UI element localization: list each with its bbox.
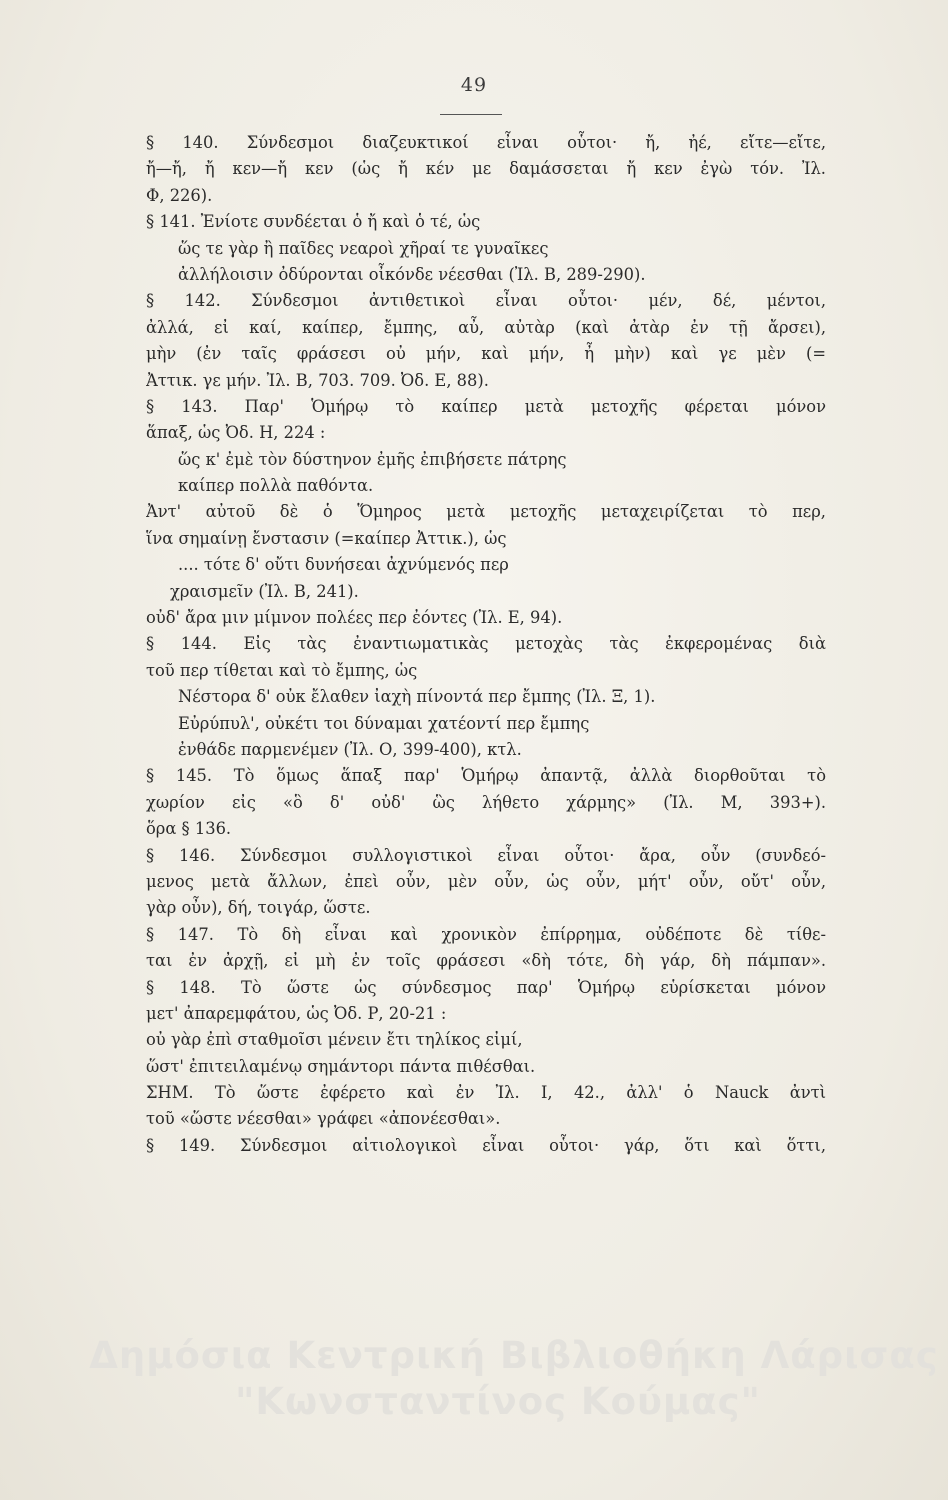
verse-line: χραισμεῖν (Ἰλ. Β, 241). — [170, 581, 359, 601]
text-line: ἤ—ἤ, ἤ κεν—ἤ κεν (ὡς ἤ κέν με δαμάσσεται ἤ κεν ἐγὼ τόν. Ἰλ. — [146, 159, 826, 179]
text-line: μετ' ἀπαρεμφάτου, ὡς Ὀδ. Ρ, 20-21 : — [146, 1003, 447, 1023]
text-line: § 145. Τὸ ὅμως ἅπαξ παρ' Ὁμήρῳ ἀπαντᾷ, ἀλλὰ διορθοῦται τὸ — [146, 766, 826, 786]
text-line: § 142. Σύνδεσμοι ἀντιθετικοὶ εἶναι οὗτοι· μέν, δέ, μέντοι, — [146, 291, 826, 311]
note-line: τοῦ «ὥστε νέεσθαι» γράφει «ἀπονέεσθαι». — [146, 1109, 501, 1129]
page-number: 49 — [460, 74, 488, 96]
verse-line: Νέστορα δ' οὐκ ἔλαθεν ἰαχὴ πίνοντά περ ἔμπης (Ἰλ. Ξ, 1). — [178, 687, 656, 707]
text-line: § 143. Παρ' Ὁμήρῳ τὸ καίπερ μετὰ μετοχῆς φέρεται μόνον — [146, 396, 826, 416]
text-line: τοῦ περ τίθεται καὶ τὸ ἔμπης, ὡς — [146, 660, 418, 680]
verse-line: οὐ γὰρ ἐπὶ σταθμοῖσι μένειν ἔτι τηλίκος εἰμί, — [146, 1030, 523, 1050]
text-line: Ἀττικ. γε μήν. Ἰλ. Β, 703. 709. Ὀδ. Ε, 88). — [146, 370, 489, 390]
text-line: ὅρα § 136. — [146, 819, 232, 839]
text-line: γὰρ οὖν), δή, τοιγάρ, ὥστε. — [146, 898, 371, 918]
text-line: § 146. Σύνδεσμοι συλλογιστικοὶ εἶναι οὗτοι· ἄρα, οὖν (συνδεό- — [146, 845, 826, 865]
verse-line: .... τότε δ' οὔτι δυνήσεαι ἀχνύμενός περ — [178, 555, 509, 575]
text-line: μὴν (ἐν ταῖς φράσεσι οὐ μήν, καὶ μήν, ἦ μὴν) καὶ γε μὲν (= — [146, 344, 826, 364]
verse-line: ὥς κ' ἐμὲ τὸν δύστηνον ἐμῆς ἐπιβήσετε πάτρης — [178, 449, 567, 469]
verse-line: ἀλλήλοισιν ὀδύρονται οἶκόνδε νέεσθαι (Ἰλ. Β, 289-290). — [178, 264, 646, 284]
text-line: § 141. Ἐνίοτε συνδέεται ὁ ἤ καὶ ὁ τέ, ὡς — [146, 212, 481, 232]
note-line: ΣΗΜ. Τὸ ὥστε ἐφέρετο καὶ ἐν Ἰλ. Ι, 42., ἀλλ' ὁ Nauck ἀντὶ — [146, 1083, 826, 1103]
text-line: ἵνα σημαίνῃ ἔνστασιν (=καίπερ Ἀττικ.), ὡς — [146, 528, 507, 548]
verse-line: ἐνθάδε παρμενέμεν (Ἰλ. Ο, 399-400), κτλ. — [178, 739, 522, 759]
text-line: § 144. Εἰς τὰς ἐναντιωματικὰς μετοχὰς τὰς ἐκφερομένας διὰ — [146, 634, 826, 654]
body-text — [146, 130, 826, 1159]
text-line: § 148. Τὸ ὥστε ὡς σύνδεσμος παρ' Ὁμήρῳ εὑρίσκεται μόνον — [146, 977, 826, 997]
verse-line: καίπερ πολλὰ παθόντα. — [178, 476, 374, 496]
text-line: Φ, 226). — [146, 185, 213, 205]
text-line: ται ἐν ἀρχῇ, εἰ μὴ ἐν τοῖς φράσεσι «δὴ τότε, δὴ γάρ, δὴ πάμπαν». — [146, 951, 826, 971]
text-line: § 140. Σύνδεσμοι διαζευκτικοί εἶναι οὗτοι· ἤ, ἠέ, εἴτε—εἴτε, — [146, 133, 826, 152]
verse-line: ὥστ' ἐπιτειλαμένῳ σημάντορι πάντα πιθέσθαι. — [146, 1056, 536, 1076]
text-line: Ἀντ' αὐτοῦ δὲ ὁ Ὅμηρος μετὰ μετοχῆς μεταχειρίζεται τὸ περ, — [146, 502, 826, 522]
verse-line: Εὐρύπυλ', οὐκέτι τοι δύναμαι χατέοντί περ ἔμπης — [178, 713, 590, 733]
text-line: ἅπαξ, ὡς Ὀδ. Η, 224 : — [146, 423, 326, 443]
library-watermark-line1: Δημόσια Κεντρική Βιβλιοθήκη Λάρισας — [89, 1334, 939, 1377]
text-line: § 149. Σύνδεσμοι αἰτιολογικοὶ εἶναι οὗτοι· γάρ, ὅτι καὶ ὅττι, — [146, 1135, 826, 1155]
text-line: χωρίον εἰς «ὃ δ' οὐδ' ὣς λήθετο χάρμης» (Ἰλ. Μ, 393+). — [146, 792, 826, 812]
header-rule — [440, 114, 502, 115]
text-line: § 147. Τὸ δὴ εἶναι καὶ χρονικὸν ἐπίρρημα, οὐδέποτε δὲ τίθε- — [146, 924, 826, 944]
verse-line: οὐδ' ἄρα μιν μίμνον πολέες περ ἐόντες (Ἰλ. Ε, 94). — [146, 608, 563, 628]
text-line: ἀλλά, εἰ καί, καίπερ, ἔμπης, αὖ, αὐτὰρ (καὶ ἀτὰρ ἐν τῇ ἄρσει), — [146, 317, 826, 337]
verse-line: ὥς τε γὰρ ἢ παῖδες νεαροὶ χῆραί τε γυναῖκες — [178, 238, 549, 258]
text-line: μενος μετὰ ἄλλων, ἐπεὶ οὖν, μὲν οὖν, ὡς οὖν, μήτ' οὖν, οὔτ' οὖν, — [146, 871, 826, 891]
library-watermark-line2: "Κωνσταντίνος Κούμας" — [235, 1380, 761, 1423]
